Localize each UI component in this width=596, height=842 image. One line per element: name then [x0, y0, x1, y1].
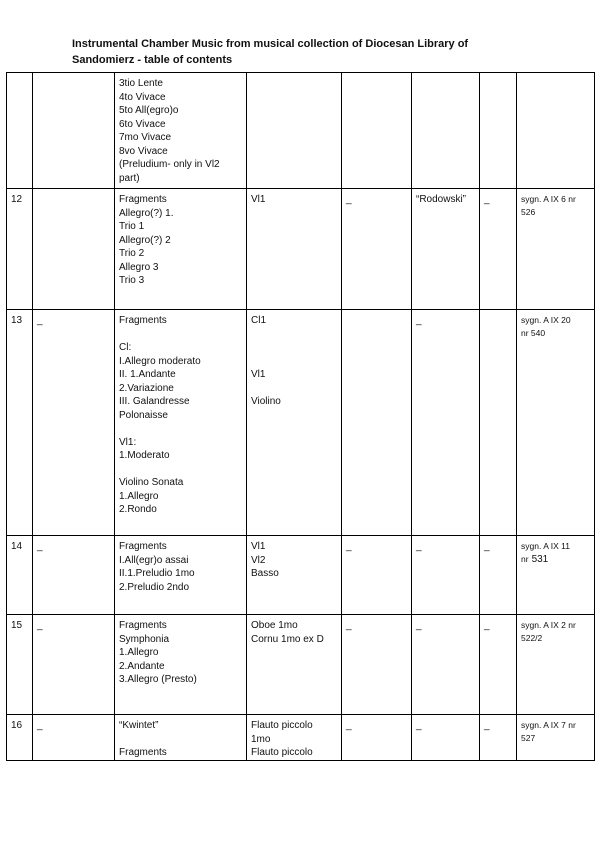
composer-cell: _: [33, 715, 115, 761]
no-cell: 13: [7, 310, 33, 536]
col5-cell: _: [342, 715, 412, 761]
title-cell: [115, 310, 247, 536]
parts-cell: [247, 715, 342, 761]
no-cell: 12: [7, 189, 33, 310]
col6-cell: _: [412, 615, 480, 715]
cell-line: [251, 341, 337, 355]
cell-line: 7mo Vivace: [119, 132, 172, 143]
composer-cell: _: [33, 615, 115, 715]
no-cell: 14: [7, 536, 33, 615]
cell-line: Fragments: [119, 747, 167, 758]
signature-cell: [517, 715, 595, 761]
cell-line: Oboe 1mo: [251, 620, 298, 631]
page-title: [72, 36, 512, 68]
title-cell: [115, 73, 247, 189]
cell-line: Flauto piccolo: [251, 747, 313, 758]
col7-cell: [480, 73, 517, 189]
cell-line: Fragments: [119, 541, 167, 552]
parts-cell: [247, 189, 342, 310]
cell-line: [251, 382, 337, 396]
signature-line: sygn. A IX 6 nr: [521, 194, 576, 204]
signature-cell: [517, 310, 595, 536]
cell-line: [119, 463, 242, 477]
composer-cell: _: [33, 536, 115, 615]
title-cell: [115, 536, 247, 615]
cell-line: I.Allegro moderato: [119, 355, 201, 367]
signature-line: 527: [521, 733, 536, 743]
signature-cell: [517, 536, 595, 615]
signature-line: sygn. A IX 11: [521, 541, 570, 551]
cell-line: 1.Allegro: [119, 647, 159, 658]
table-row: [7, 189, 595, 310]
cell-line: 1.Allegro: [119, 490, 159, 502]
cell-line: 4to Vivace: [119, 91, 166, 103]
cell-line: Allegro(?) 1.: [119, 207, 174, 219]
col6-cell: “Rodowski”: [412, 189, 480, 310]
parts-cell: [247, 73, 342, 189]
cell-line: [119, 422, 242, 436]
cell-line: 2.Andante: [119, 660, 165, 672]
cell-line: Basso: [251, 568, 279, 579]
col5-cell: [342, 310, 412, 536]
cell-line: III. Galandresse: [119, 396, 190, 407]
cell-line: Fragments: [119, 194, 167, 205]
composer-cell: _: [33, 310, 115, 536]
cell-line: Allegro(?) 2: [119, 234, 171, 246]
col7-cell: [480, 310, 517, 536]
cell-line: II.1.Preludio 1mo: [119, 568, 195, 579]
cell-line: [251, 328, 337, 342]
col5-cell: _: [342, 615, 412, 715]
cell-line: 2.Preludio 2ndo: [119, 581, 190, 593]
title-cell: [115, 189, 247, 310]
parts-cell: [247, 536, 342, 615]
col7-cell: _: [480, 536, 517, 615]
col5-cell: _: [342, 189, 412, 310]
cell-line: 8vo Vivace: [119, 145, 168, 157]
parts-cell: [247, 615, 342, 715]
signature-line: 531: [531, 554, 549, 565]
cell-line: Fragments: [119, 315, 167, 326]
signature-cell: [517, 73, 595, 189]
col5-cell: _: [342, 536, 412, 615]
cell-line: 3.Allegro (Presto): [119, 674, 197, 685]
cell-line: Vl1:: [119, 436, 137, 448]
cell-line: I.All(egr)o assai: [119, 554, 189, 566]
cell-line: “Kwintet”: [119, 720, 159, 731]
signature-line: sygn. A IX 2 nr: [521, 620, 576, 630]
no-cell: 16: [7, 715, 33, 761]
signature-line: 522/2: [521, 633, 543, 643]
signature-line: nr 540: [521, 328, 546, 338]
signature-line: sygn. A IX 7 nr: [521, 720, 576, 730]
page-title-line: Instrumental Chamber Music from musical collection of Diocesan Library of: [72, 38, 469, 50]
cell-line: [119, 733, 242, 747]
title-cell: [115, 615, 247, 715]
cell-line: Fragments: [119, 620, 167, 631]
no-cell: [7, 73, 33, 189]
cell-line: Vl1: [251, 369, 266, 380]
contents-table: [6, 72, 595, 761]
col6-cell: _: [412, 310, 480, 536]
cell-line: (Preludium- only in Vl2: [119, 159, 220, 170]
col6-cell: _: [412, 715, 480, 761]
col6-cell: [412, 73, 480, 189]
cell-line: Trio 3: [119, 275, 145, 286]
col7-cell: _: [480, 615, 517, 715]
cell-line: [251, 355, 337, 369]
cell-line: Flauto piccolo: [251, 720, 313, 731]
cell-line: II. 1.Andante: [119, 369, 176, 380]
cell-line: Cl1: [251, 315, 267, 326]
parts-cell: [247, 310, 342, 536]
signature-line: nr: [521, 554, 529, 564]
cell-line: 1mo: [251, 733, 271, 745]
table-row: [7, 715, 595, 761]
cell-line: 2.Variazione: [119, 382, 174, 394]
table-row: [7, 536, 595, 615]
cell-line: Vl1: [251, 194, 266, 205]
composer-cell: [33, 73, 115, 189]
col7-cell: _: [480, 189, 517, 310]
composer-cell: [33, 189, 115, 310]
cell-line: 2.Rondo: [119, 504, 157, 515]
col7-cell: _: [480, 715, 517, 761]
signature-cell: [517, 189, 595, 310]
signature-cell: [517, 615, 595, 715]
table-row: [7, 73, 595, 189]
cell-line: 1.Moderato: [119, 450, 170, 461]
signature-line: 526: [521, 207, 536, 217]
page-title-line: Sandomierz - table of contents: [72, 54, 233, 66]
cell-line: Cl:: [119, 342, 132, 353]
col5-cell: [342, 73, 412, 189]
cell-line: Vl2: [251, 554, 266, 566]
cell-line: Cornu 1mo ex D: [251, 633, 324, 645]
cell-line: 3tio Lente: [119, 78, 163, 89]
cell-line: Symphonia: [119, 633, 170, 645]
cell-line: 5to All(egro)o: [119, 105, 179, 116]
cell-line: Trio 2: [119, 248, 145, 259]
cell-line: Vl1: [251, 541, 266, 552]
signature-line: sygn. A IX 20: [521, 315, 571, 325]
cell-line: Trio 1: [119, 221, 145, 232]
cell-line: Allegro 3: [119, 261, 159, 273]
cell-line: Polonaisse: [119, 409, 168, 421]
cell-line: Violino Sonata: [119, 477, 184, 488]
title-cell: [115, 715, 247, 761]
no-cell: 15: [7, 615, 33, 715]
cell-line: 6to Vivace: [119, 118, 166, 130]
cell-line: Violino: [251, 396, 281, 407]
cell-line: part): [119, 172, 140, 184]
cell-line: [119, 328, 242, 342]
table-row: [7, 615, 595, 715]
col6-cell: _: [412, 536, 480, 615]
table-row: [7, 310, 595, 536]
